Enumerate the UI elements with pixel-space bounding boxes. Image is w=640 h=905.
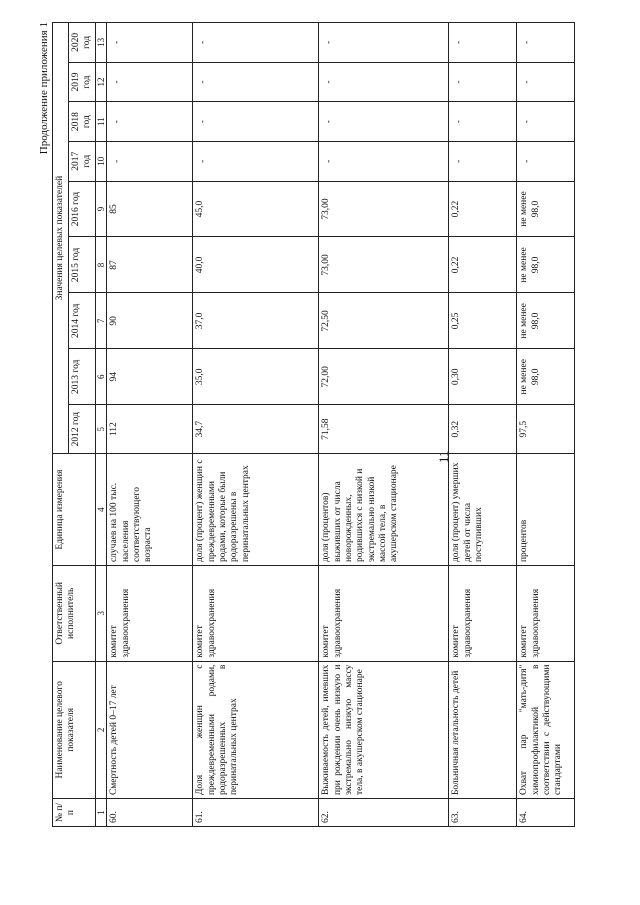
indicator-name: Больничная летальность детей (449, 661, 517, 798)
value-cell: 45,0 (193, 181, 319, 237)
table-row (193, 23, 319, 827)
col-number: 12 (95, 62, 106, 102)
value-cell: 0,30 (449, 349, 517, 405)
col-number: 2 (95, 661, 106, 798)
col-number: 7 (95, 293, 106, 349)
value-cell: 72,00 (319, 349, 449, 405)
executor: комитет здравоохранения (193, 566, 319, 662)
indicators-table (52, 22, 575, 827)
value-cell: - (107, 62, 193, 102)
page-number: 11 (436, 450, 451, 463)
value-cell: 34,7 (193, 405, 319, 454)
value-cell: 0,22 (449, 237, 517, 293)
value-cell: 40,0 (193, 237, 319, 293)
header-name: Наименование целевого показателя (53, 661, 96, 798)
executor: комитет здравоохранения (107, 566, 193, 662)
value-cell: 73,00 (319, 181, 449, 237)
value-cell: - (449, 62, 517, 102)
indicator-name: Смертность детей 0–17 лет (107, 661, 193, 798)
value-cell: 97,5 (517, 405, 575, 454)
row-number: 60. (107, 799, 193, 827)
value-cell: - (107, 102, 193, 142)
col-number: 3 (95, 566, 106, 662)
table-row (517, 23, 575, 827)
value-cell: - (193, 62, 319, 102)
value-cell: - (319, 23, 449, 63)
header-no: № п/п (53, 799, 96, 827)
header-year: 2014 год (68, 293, 95, 349)
col-number: 4 (95, 454, 106, 566)
indicator-name: Охват пар "мать-дитя" химиопрофилактикой в соответствии с действующими стандартами (517, 661, 575, 798)
value-cell: не менее 98,0 (517, 237, 575, 293)
unit: случаев на 100 тыс. населения соответствующего возраста (107, 454, 193, 566)
row-number: 64. (517, 799, 575, 827)
unit: доля (процентов) выживших от числа новорожденных, родившихся с низкой и экстремально низкой массой тела, в акушерском стационаре (319, 454, 449, 566)
value-cell: не менее 98,0 (517, 349, 575, 405)
value-cell: 73,00 (319, 237, 449, 293)
value-cell: - (449, 23, 517, 63)
header-year: 2017 год (68, 141, 95, 181)
header-year: 2013 год (68, 349, 95, 405)
unit: доля (процент) женщин с преждевременными родами, которые были родоразрешены в перинатальных центрах (193, 454, 319, 566)
header-values: Значения целевых показателей (53, 23, 69, 454)
col-number: 10 (95, 141, 106, 181)
value-cell: - (107, 23, 193, 63)
row-number: 61. (193, 799, 319, 827)
executor: комитет здравоохранения (319, 566, 449, 662)
col-number: 5 (95, 405, 106, 454)
continuation-note: Продолжение приложения 1 (38, 22, 50, 155)
table-row (449, 23, 517, 827)
row-number: 62. (319, 799, 449, 827)
row-number: 63. (449, 799, 517, 827)
value-cell: - (517, 62, 575, 102)
value-cell: 85 (107, 181, 193, 237)
col-number: 1 (95, 799, 106, 827)
value-cell: 0,22 (449, 181, 517, 237)
value-cell: - (319, 62, 449, 102)
header-year: 2020 год (68, 23, 95, 63)
col-number: 6 (95, 349, 106, 405)
header-unit: Единица измерения (53, 454, 96, 566)
value-cell: - (107, 141, 193, 181)
unit: доля (процент) умерших детей от числа поступивших (449, 454, 517, 566)
header-year: 2019 год (68, 62, 95, 102)
indicator-name: Доля женщин с преждевременными родами, родоразрешенных в перинатальных центрах (193, 661, 319, 798)
header-year: 2012 год (68, 405, 95, 454)
value-cell: - (319, 102, 449, 142)
header-row-numbers (95, 23, 106, 827)
col-number: 9 (95, 181, 106, 237)
header-row-1 (53, 23, 69, 827)
value-cell: 0,32 (449, 405, 517, 454)
table-row (319, 23, 449, 827)
value-cell: - (193, 141, 319, 181)
value-cell: 37,0 (193, 293, 319, 349)
value-cell: 87 (107, 237, 193, 293)
value-cell: 0,25 (449, 293, 517, 349)
executor: комитет здравоохранения (449, 566, 517, 662)
table-row (107, 23, 193, 827)
value-cell: 71,58 (319, 405, 449, 454)
value-cell: - (193, 102, 319, 142)
col-number: 8 (95, 237, 106, 293)
header-executor: Ответственный исполнитель (53, 566, 96, 662)
value-cell: - (449, 141, 517, 181)
value-cell: 94 (107, 349, 193, 405)
executor: комитет здравоохранения (517, 566, 575, 662)
value-cell: - (319, 141, 449, 181)
value-cell: 90 (107, 293, 193, 349)
value-cell: не менее 98,0 (517, 293, 575, 349)
indicator-name: Выживаемость детей, имевших при рождении очень низкую и экстремально низкую массу тела, в акушерском стационаре (319, 661, 449, 798)
value-cell: не менее 98,0 (517, 181, 575, 237)
col-number: 13 (95, 23, 106, 63)
value-cell: 72,50 (319, 293, 449, 349)
header-year: 2018 год (68, 102, 95, 142)
unit: процентов (517, 454, 575, 566)
value-cell: - (193, 23, 319, 63)
header-year: 2016 год (68, 181, 95, 237)
value-cell: - (517, 141, 575, 181)
value-cell: 112 (107, 405, 193, 454)
value-cell: - (449, 102, 517, 142)
value-cell: - (517, 102, 575, 142)
col-number: 11 (95, 102, 106, 142)
value-cell: 35,0 (193, 349, 319, 405)
value-cell: - (517, 23, 575, 63)
header-year: 2015 год (68, 237, 95, 293)
